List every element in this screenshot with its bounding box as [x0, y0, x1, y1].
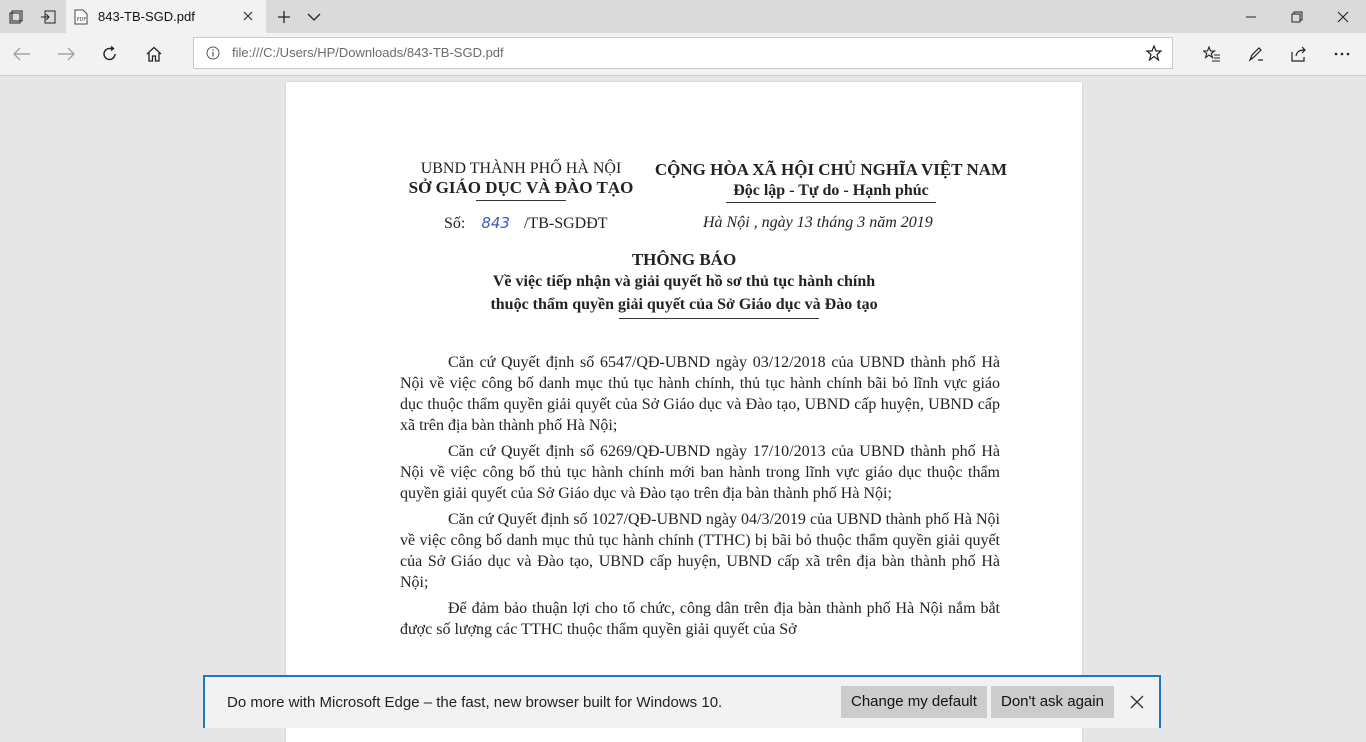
- body-paragraph: Để đảm bảo thuận lợi cho tổ chức, công dân trên địa bàn thành phố Hà Nội nắm bắt được số lượng các TTHC thuộc thẩm quyền giải quyết của Sở: [400, 600, 1000, 638]
- banner-message: Do more with Microsoft Edge – the fast, new browser built for Windows 10.: [227, 694, 723, 711]
- country-name: CỘNG HÒA XÃ HỘI CHỦ NGHĨA VIỆT NAM: [654, 160, 1008, 179]
- motto-underline: [726, 202, 936, 203]
- national-header: [646, 160, 1016, 203]
- change-default-button[interactable]: Change my default: [841, 686, 987, 718]
- document-date: Hà Nội , ngày 13 tháng 3 năm 2019: [703, 214, 933, 231]
- close-icon: [243, 11, 253, 21]
- arrow-left-icon: [13, 47, 31, 61]
- restore-icon: [1291, 11, 1303, 23]
- web-notes-button[interactable]: [1240, 38, 1272, 70]
- body-paragraph: Căn cứ Quyết định số 6547/QĐ-UBND ngày 03/12/2018 của UBND thành phố Hà Nội về việc công bố danh mục thủ tục hành chính, thủ tục hành chính bãi bỏ lĩnh vực giáo dục thuộc thẩm quyền giải quyết của Sở Giáo dục và Đào tạo, UBND cấp huyện, UBND cấp xã trên địa bàn thành phố Hà Nội;: [400, 354, 1000, 434]
- title-bar: [0, 0, 1366, 33]
- set-tabs-aside-button[interactable]: [32, 0, 64, 33]
- subtitle-underline: [619, 318, 819, 319]
- document-title-block: [286, 250, 1082, 319]
- close-icon[interactable]: [1129, 694, 1145, 710]
- close-window-button[interactable]: [1320, 0, 1366, 33]
- refresh-icon: [102, 46, 118, 62]
- restore-button[interactable]: [1274, 0, 1320, 33]
- body-paragraph: Căn cứ Quyết định số 6269/QĐ-UBND ngày 17/10/2013 của UBND thành phố Hà Nội về việc công bố thủ tục hành chính mới ban hành trong lĩnh vực giáo dục thuộc thẩm quyền giải quyết của Sở Giáo dục và Đào tạo trên địa bàn thành phố Hà Nội;: [400, 443, 1000, 502]
- tab-title: 843-TB-SGD.pdf: [98, 9, 195, 24]
- share-icon: [1291, 46, 1307, 62]
- set-aside-icon: [40, 10, 56, 24]
- url-text[interactable]: file:///C:/Users/HP/Downloads/843-TB-SGD.pdf: [232, 45, 504, 60]
- tab-preview-button[interactable]: [298, 0, 330, 33]
- back-button[interactable]: [6, 38, 38, 70]
- pdf-file-icon: [74, 9, 88, 25]
- document-number-label: Số:: [444, 215, 466, 232]
- settings-more-button[interactable]: [1326, 38, 1358, 70]
- plus-icon: [277, 10, 291, 24]
- navigation-bar: [0, 33, 1366, 76]
- new-tab-button[interactable]: [268, 0, 300, 33]
- home-button[interactable]: [138, 38, 170, 70]
- close-icon: [1337, 11, 1349, 23]
- document-body: [400, 352, 1000, 645]
- document-title: THÔNG BÁO: [631, 250, 737, 269]
- issuer-header: [396, 160, 646, 201]
- minimize-button[interactable]: [1228, 0, 1274, 33]
- favorites-list-icon: [1203, 46, 1221, 62]
- favorite-star-icon[interactable]: [1146, 45, 1162, 61]
- document-number-suffix: /TB-SGDĐT: [523, 215, 608, 232]
- refresh-button[interactable]: [94, 38, 126, 70]
- share-button[interactable]: [1283, 38, 1315, 70]
- pdf-viewer[interactable]: [0, 76, 1366, 728]
- dont-ask-again-button[interactable]: Don't ask again: [991, 686, 1114, 718]
- forward-button[interactable]: [50, 38, 82, 70]
- default-browser-banner: [203, 675, 1161, 728]
- info-icon[interactable]: [206, 46, 220, 60]
- svg-text:PDF: PDF: [76, 16, 87, 23]
- arrow-right-icon: [57, 47, 75, 61]
- tabs-aside-icon: [9, 10, 23, 24]
- address-bar[interactable]: [193, 37, 1173, 69]
- issuer-name: UBND THÀNH PHỐ HÀ NỘI: [420, 160, 622, 177]
- issuer-department: SỞ GIÁO DỤC VÀ ĐÀO TẠO: [408, 178, 634, 197]
- document-subtitle-1: Về việc tiếp nhận và giải quyết hồ sơ thủ tục hành chính: [492, 273, 876, 290]
- tab-manager-button[interactable]: [0, 0, 32, 33]
- active-tab[interactable]: [66, 0, 266, 33]
- favorites-button[interactable]: [1196, 38, 1228, 70]
- document-number: [444, 214, 608, 233]
- chevron-down-icon: [307, 12, 321, 22]
- pdf-page: [286, 82, 1082, 742]
- body-paragraph: Căn cứ Quyết định số 1027/QĐ-UBND ngày 04/3/2019 của UBND thành phố Hà Nội về việc công bố danh mục thủ tục hành chính (TTHC) bị bãi bỏ thuộc thẩm quyền giải quyết của Sở Giáo dục và Đào tạo, UBND cấp huyện, UBND cấp xã trên địa bàn thành phố Hà Nội;: [400, 511, 1000, 591]
- document-subtitle-2: thuộc thẩm quyền giải quyết của Sở Giáo dục và Đào tạo: [490, 296, 878, 313]
- document-number-handwritten: 843: [481, 214, 510, 232]
- pen-icon: [1248, 46, 1264, 62]
- home-icon: [146, 46, 162, 62]
- minimize-icon: [1245, 11, 1257, 23]
- tab-close-button[interactable]: [240, 8, 256, 24]
- more-dots-icon: [1334, 52, 1350, 56]
- issuer-underline: [476, 200, 566, 201]
- national-motto: Độc lập - Tự do - Hạnh phúc: [733, 182, 929, 199]
